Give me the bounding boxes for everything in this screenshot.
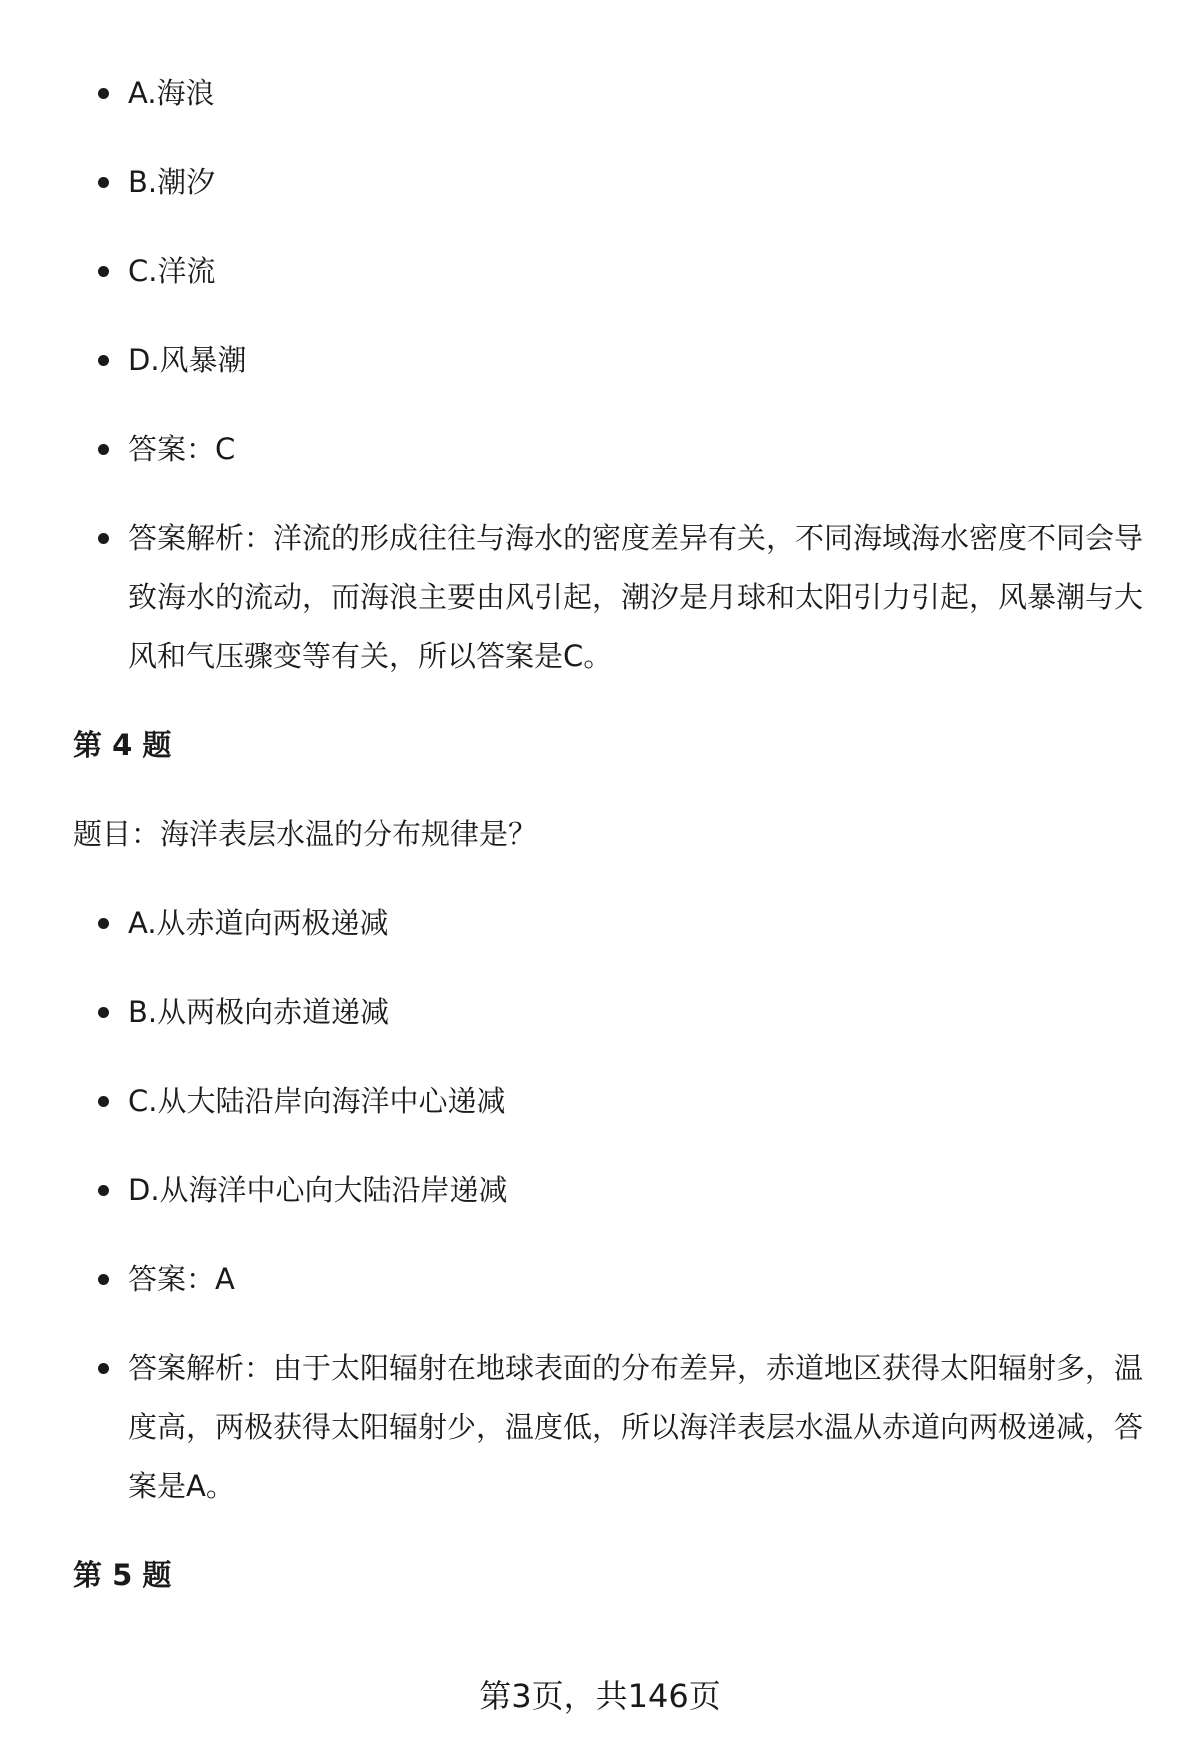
bullet-icon — [98, 1185, 109, 1196]
bullet-icon — [98, 1007, 109, 1018]
q4-option-c — [73, 1072, 1153, 1131]
q4-option-a — [73, 894, 1153, 953]
option-text: A.从赤道向两极递减 — [128, 906, 389, 940]
q3-option-c — [73, 242, 1153, 301]
option-text: C.洋流 — [128, 254, 216, 288]
bullet-icon — [98, 533, 109, 544]
answer-text: 答案：C — [128, 432, 236, 466]
q3-answer — [73, 420, 1153, 479]
q4-explanation — [73, 1339, 1153, 1516]
bullet-icon — [98, 1096, 109, 1107]
option-text: B.从两极向赤道递减 — [128, 995, 390, 1029]
q3-option-d — [73, 331, 1153, 390]
bullet-icon — [98, 918, 109, 929]
q3-option-b — [73, 153, 1153, 212]
q4-question: 题目：海洋表层水温的分布规律是？ — [73, 817, 538, 851]
explanation-text: 答案解析：由于太阳辐射在地球表面的分布差异，赤道地区获得太阳辐射多，温度高，两极获得太阳辐射少，温度低，所以海洋表层水温从赤道向两极递减，答案是A。 — [128, 1351, 1144, 1503]
explanation-text: 答案解析：洋流的形成往往与海水的密度差异有关，不同海域海水密度不同会导致海水的流动，而海浪主要由风引起，潮汐是月球和太阳引力引起，风暴潮与大风和气压骤变等有关，所以答案是C。 — [128, 521, 1144, 673]
bullet-icon — [98, 355, 109, 366]
option-text: D.从海洋中心向大陆沿岸递减 — [128, 1173, 508, 1207]
bullet-icon — [98, 1274, 109, 1285]
bullet-icon — [98, 444, 109, 455]
q3-explanation — [73, 509, 1153, 686]
page-content — [73, 64, 1153, 1635]
option-text: B.潮汐 — [128, 165, 216, 199]
bullet-icon — [98, 177, 109, 188]
page-indicator: 第3页，共146页 — [479, 1677, 721, 1715]
q5-heading: 第 5 题 — [73, 1558, 172, 1592]
q4-answer — [73, 1250, 1153, 1309]
option-text: A.海浪 — [128, 76, 215, 110]
q3-option-a — [73, 64, 1153, 123]
bullet-icon — [98, 88, 109, 99]
answer-text: 答案：A — [128, 1262, 235, 1296]
bullet-icon — [98, 1363, 109, 1374]
q4-option-d — [73, 1161, 1153, 1220]
q4-option-b — [73, 983, 1153, 1042]
option-text: C.从大陆沿岸向海洋中心递减 — [128, 1084, 506, 1118]
bullet-icon — [98, 266, 109, 277]
option-text: D.风暴潮 — [128, 343, 247, 377]
q4-heading: 第 4 题 — [73, 728, 172, 762]
